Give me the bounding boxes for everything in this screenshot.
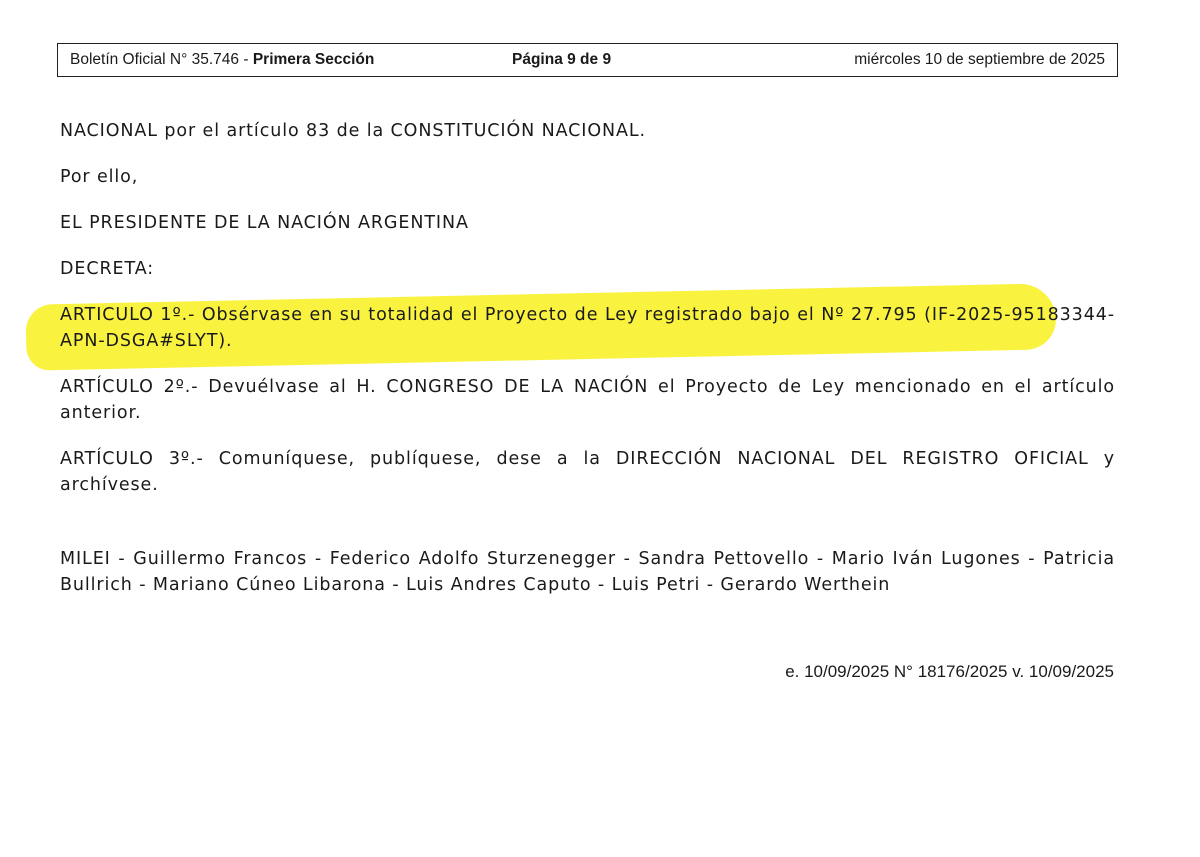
article-1: ARTICULO 1º.- Obsérvase en su totalidad el Proyecto de Ley registrado bajo el Nº 27.795 (IF-2025-95183344-APN-DSGA#SLYT).: [60, 305, 1115, 351]
document-body: [60, 118, 1115, 618]
publication-number: Boletín Oficial N° 35.746 -: [70, 51, 253, 68]
authority-heading: EL PRESIDENTE DE LA NACIÓN ARGENTINA: [60, 213, 469, 233]
por-ello-paragraph: Por ello,: [60, 167, 139, 187]
publication-info: [70, 51, 374, 69]
article-3: ARTÍCULO 3º.- Comuníquese, publíquese, dese a la DIRECCIÓN NACIONAL DEL REGISTRO OFICIAL y archívese.: [60, 449, 1115, 495]
section-name: Primera Sección: [252, 51, 375, 68]
page-number: Página 9 de 9: [512, 51, 612, 68]
signatures: MILEI - Guillermo Francos - Federico Adolfo Sturzenegger - Sandra Pettovello - Mario Iván Lugones - Patricia Bullrich - Mariano Cúneo Libarona - Luis Andres Caputo - Luis Petri - Gerardo Werthein: [60, 549, 1115, 595]
decreta-heading: DECRETA:: [60, 259, 155, 279]
intro-paragraph: NACIONAL por el artículo 83 de la CONSTITUCIÓN NACIONAL.: [60, 121, 646, 141]
publication-date: miércoles 10 de septiembre de 2025: [854, 51, 1105, 68]
article-2: ARTÍCULO 2º.- Devuélvase al H. CONGRESO DE LA NACIÓN el Proyecto de Ley mencionado en el artículo anterior.: [60, 377, 1115, 423]
publication-stamp: e. 10/09/2025 N° 18176/2025 v. 10/09/2025: [785, 662, 1114, 681]
highlighted-article: [60, 302, 1115, 354]
page-header: [57, 43, 1118, 77]
